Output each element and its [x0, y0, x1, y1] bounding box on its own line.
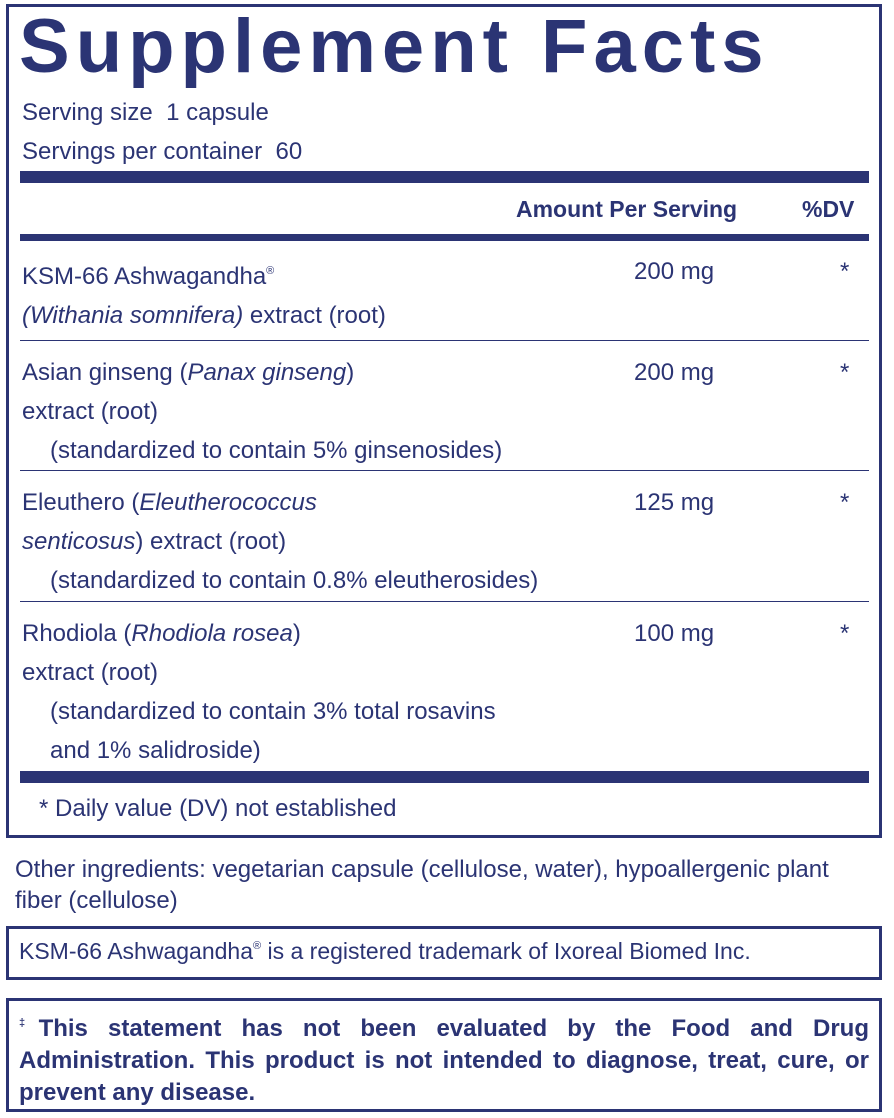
fda-disclaimer: ‡This statement has not been evaluated by the Food and Drug Administration. This product is not intended to diagnose, treat, cure, or prevent any disease.	[19, 1015, 870, 1106]
ingredient-dv: *	[840, 489, 850, 516]
row-divider	[20, 470, 869, 471]
row-divider	[20, 601, 869, 602]
dv-footnote: * Daily value (DV) not established	[39, 795, 397, 822]
ingredient-name: Rhodiola (Rhodiola rosea) extract (root) (standardized to contain 3% total rosavins and 1% salidroside)	[22, 620, 496, 764]
trademark-box	[6, 926, 882, 980]
ingredient-dv: *	[840, 620, 850, 647]
trademark-statement: KSM-66 Ashwagandha® is a registered trademark of Ixoreal Biomed Inc.	[19, 938, 751, 964]
ingredient-amount: 125 mg	[634, 489, 715, 516]
ingredient-dv: *	[840, 258, 850, 285]
medium-divider	[20, 234, 869, 241]
ingredient-name: Eleuthero (Eleutherococcus senticosus) extract (root) (standardized to contain 0.8% eleutherosides)	[22, 489, 539, 594]
ingredient-amount: 200 mg	[634, 258, 715, 285]
ingredient-name: KSM-66 Ashwagandha® (Withania somnifera) extract (root)	[22, 263, 386, 329]
thick-divider-top	[20, 171, 869, 183]
fda-disclaimer-box	[6, 998, 882, 1112]
servings-per-container: Servings per container 60	[22, 138, 303, 165]
supplement-facts-panel	[6, 4, 882, 838]
thick-divider-bottom	[20, 771, 869, 783]
ingredient-amount: 200 mg	[634, 359, 715, 386]
header-percent-dv: %DV	[802, 196, 855, 222]
ingredient-name: Asian ginseng (Panax ginseng) extract (root) (standardized to contain 5% ginsenosides)	[22, 359, 503, 464]
ingredient-amount: 100 mg	[634, 620, 715, 647]
ingredient-dv: *	[840, 359, 850, 386]
other-ingredients: Other ingredients: vegetarian capsule (cellulose, water), hypoallergenic plant fiber (cellulose)	[15, 856, 829, 914]
serving-size: Serving size 1 capsule	[22, 99, 269, 126]
header-amount-per-serving: Amount Per Serving	[516, 196, 738, 222]
panel-title: Supplement Facts	[19, 4, 770, 89]
row-divider	[20, 340, 869, 341]
